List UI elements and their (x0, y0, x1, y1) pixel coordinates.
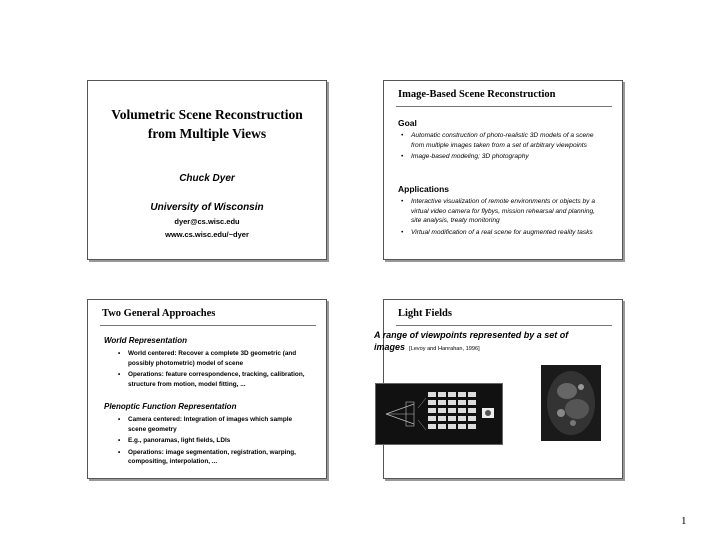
heading-divider (396, 106, 612, 107)
light-field-rendered-view (537, 361, 605, 447)
list-item: • Automatic construction of photo-realistic 3D models of a scene from multiple images taken from a set of arbitrary viewpoints (401, 131, 597, 150)
slide-title (87, 80, 327, 260)
slide-two-approaches (87, 299, 327, 479)
title-line-2: from Multiple Views (147, 126, 267, 141)
applications-heading: Applications (398, 184, 450, 194)
world-representation-list (118, 349, 306, 391)
list-item: • Image-based modeling; 3D photography (401, 152, 597, 162)
list-item: • E.g., panoramas, light fields, LDIs (118, 436, 306, 446)
list-item: • World centered: Recover a complete 3D geometric (and possibly photometric) model of scene (118, 349, 306, 368)
list-item: • Operations: feature correspondence, tracking, calibration, structure from motion, model fitting, ... (118, 370, 306, 389)
goal-list (401, 131, 597, 164)
list-item: • Interactive visualization of remote environments or objects by a virtual video camera for flybys, mission rehearsal and planning, site analysis, treaty monitoring (401, 197, 597, 226)
plenoptic-list (118, 415, 306, 469)
heading-divider (396, 325, 612, 326)
slide-heading: Light Fields (398, 308, 452, 319)
page-number: 1 (681, 515, 687, 527)
list-item: • Operations: image segmentation, registration, warping, compositing, interpolation, ... (118, 448, 306, 467)
title-line-1: Volumetric Scene Reconstruction (111, 107, 303, 122)
heading-divider (100, 325, 316, 326)
author-website: www.cs.wisc.edu/~dyer (165, 230, 249, 239)
light-field-description (374, 329, 604, 355)
light-field-intro-text: A range of viewpoints represented by a set of images (374, 330, 569, 352)
university-name: University of Wisconsin (150, 202, 264, 213)
applications-list (401, 197, 597, 239)
slide-image-based-reconstruction (383, 80, 623, 260)
list-item: • Virtual modification of a real scene for augmented reality tasks (401, 228, 597, 238)
list-item: • Camera centered: Integration of images which sample scene geometry (118, 415, 306, 434)
light-field-array-graphic (376, 384, 502, 444)
light-field-image-array (375, 383, 503, 445)
presentation-title (88, 105, 326, 143)
slide-heading: Two General Approaches (102, 308, 216, 319)
rendered-statue-graphic (537, 361, 605, 447)
author-email: dyer@cs.wisc.edu (174, 217, 240, 226)
author-name: Chuck Dyer (179, 173, 235, 184)
world-representation-heading: World Representation (104, 336, 187, 345)
goal-heading: Goal (398, 118, 417, 128)
plenoptic-heading: Plenoptic Function Representation (104, 402, 237, 411)
slide-heading: Image-Based Scene Reconstruction (398, 89, 556, 100)
citation: [Levoy and Hanrahan, 1996] (409, 346, 480, 352)
slide-light-fields (374, 299, 623, 479)
